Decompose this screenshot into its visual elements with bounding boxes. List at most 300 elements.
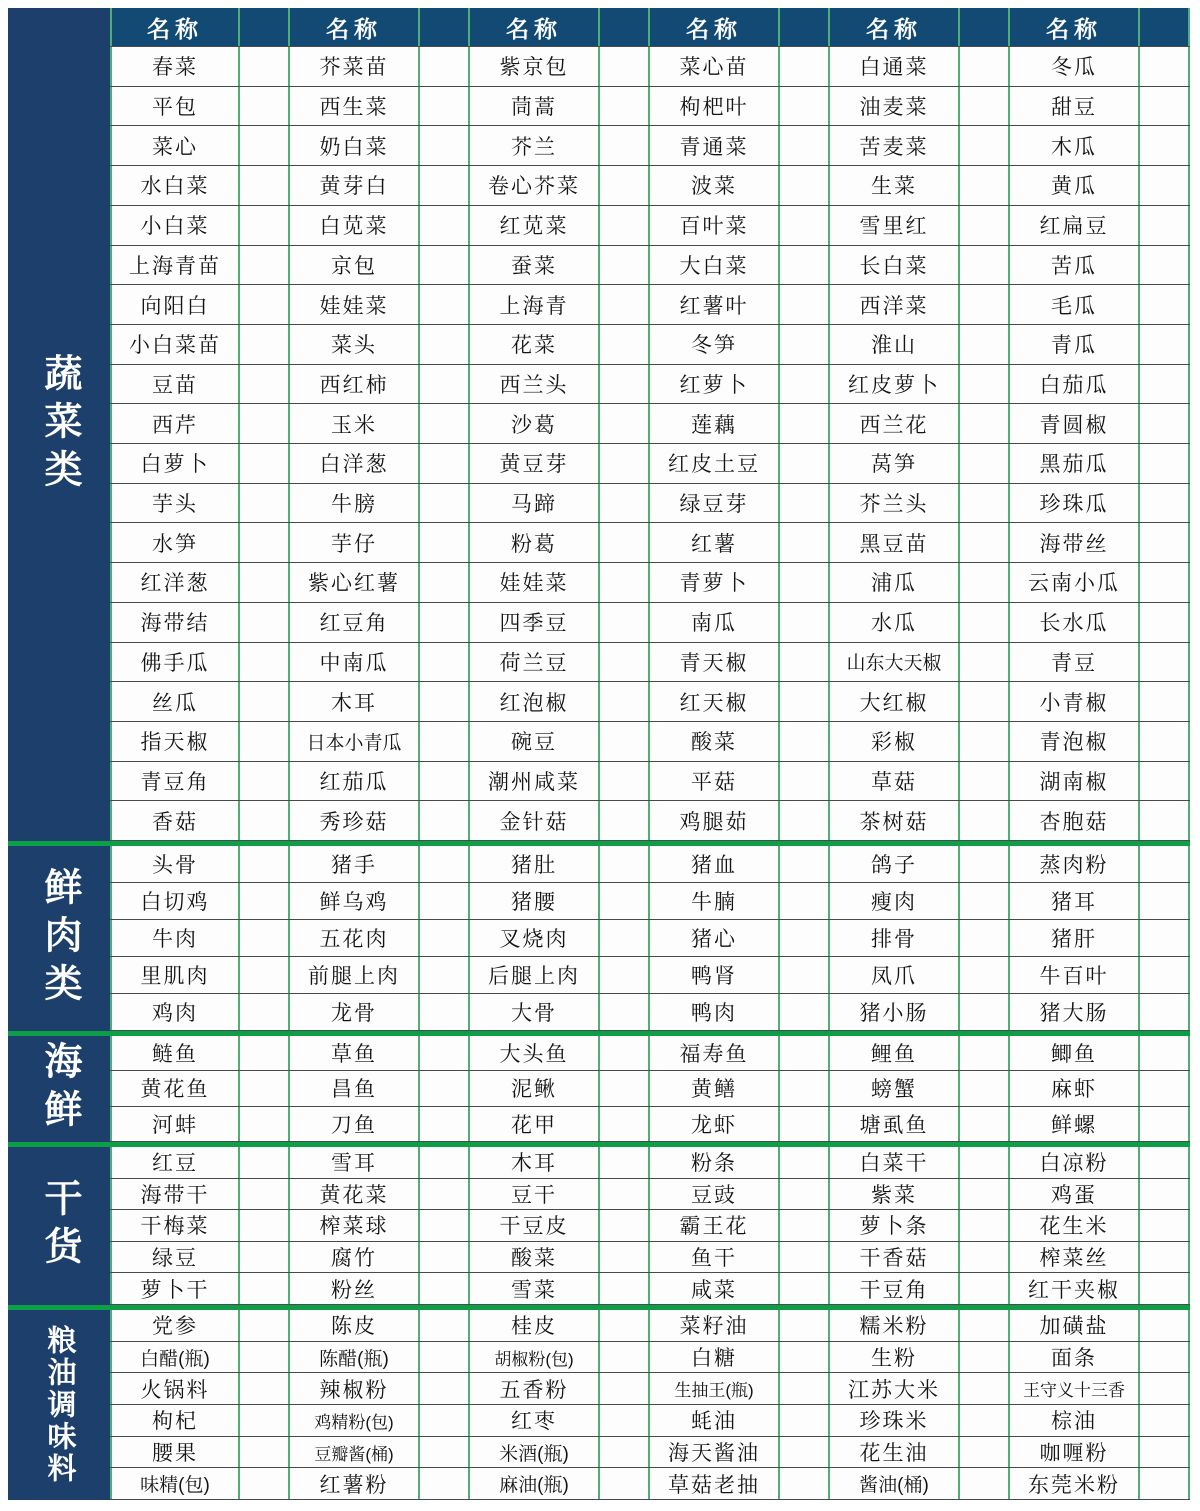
item-cell: 猪大肠 — [1010, 994, 1140, 1030]
table-row — [110, 563, 1190, 603]
table-row — [110, 1036, 1190, 1071]
price-cell — [960, 682, 1010, 721]
price-cell — [1140, 126, 1190, 165]
item-cell: 咸菜 — [650, 1273, 780, 1304]
table-row — [110, 285, 1190, 325]
table-row — [110, 994, 1190, 1031]
price-cell — [240, 883, 290, 919]
price-cell — [420, 1242, 470, 1273]
item-cell: 木耳 — [290, 682, 420, 721]
price-cell — [600, 365, 650, 404]
price-cell — [960, 1373, 1010, 1404]
category-label: 鲜肉类 — [38, 866, 80, 1011]
price-cell — [420, 1107, 470, 1141]
sections-container — [8, 8, 1190, 1500]
price-cell — [960, 1273, 1010, 1304]
item-cell: 五花肉 — [290, 920, 420, 956]
item-cell: 黄花菜 — [290, 1179, 420, 1210]
item-cell: 猪小肠 — [830, 994, 960, 1030]
table-row — [110, 1373, 1190, 1405]
price-cell — [600, 87, 650, 126]
item-cell: 腐竹 — [290, 1242, 420, 1273]
price-cell — [1140, 957, 1190, 993]
price-cell — [780, 1071, 830, 1105]
item-cell: 枸杞 — [110, 1405, 240, 1436]
item-cell: 水笋 — [110, 523, 240, 562]
item-cell: 西红柿 — [290, 365, 420, 404]
item-cell: 浦瓜 — [830, 563, 960, 602]
item-cell: 排骨 — [830, 920, 960, 956]
item-cell: 紫菜 — [830, 1179, 960, 1210]
item-cell: 蚝油 — [650, 1405, 780, 1436]
price-cell — [780, 762, 830, 801]
price-cell — [780, 1310, 830, 1341]
item-cell: 莴笋 — [830, 444, 960, 483]
item-cell: 酸菜 — [650, 722, 780, 761]
item-cell: 猪心 — [650, 920, 780, 956]
price-cell — [600, 682, 650, 721]
item-cell: 辣椒粉 — [290, 1373, 420, 1404]
item-cell: 鸭肾 — [650, 957, 780, 993]
price-cell — [600, 1310, 650, 1341]
price-cell — [600, 1468, 650, 1499]
item-cell: 豆豉 — [650, 1179, 780, 1210]
item-cell: 白通菜 — [830, 47, 960, 86]
price-cell — [1140, 166, 1190, 205]
table-row — [110, 87, 1190, 127]
item-cell: 鲜乌鸡 — [290, 883, 420, 919]
price-cell — [600, 801, 650, 840]
item-cell: 红豆角 — [290, 603, 420, 642]
section-seafood — [8, 1036, 1190, 1142]
item-cell: 火锅料 — [110, 1373, 240, 1404]
price-cell — [780, 1242, 830, 1273]
item-cell: 娃娃菜 — [470, 563, 600, 602]
table-row — [110, 1405, 1190, 1437]
price-cell — [600, 603, 650, 642]
item-cell: 芥菜苗 — [290, 47, 420, 86]
rows-vegetables — [110, 8, 1190, 841]
item-cell: 菜心 — [110, 126, 240, 165]
price-cell — [600, 325, 650, 364]
item-cell: 白萝卜 — [110, 444, 240, 483]
item-cell: 黄鳝 — [650, 1071, 780, 1105]
table-row — [110, 682, 1190, 722]
item-cell: 王守义十三香 — [1010, 1373, 1140, 1404]
item-cell: 佛手瓜 — [110, 643, 240, 682]
item-cell: 绿豆 — [110, 1242, 240, 1273]
price-cell — [780, 1468, 830, 1499]
price-cell — [1140, 1373, 1190, 1404]
price-cell — [240, 682, 290, 721]
item-cell: 干梅菜 — [110, 1210, 240, 1241]
item-cell: 碗豆 — [470, 722, 600, 761]
item-cell: 白糖 — [650, 1342, 780, 1373]
item-cell: 米酒(瓶) — [470, 1437, 600, 1468]
item-cell: 甜豆 — [1010, 87, 1140, 126]
category-label: 干货 — [38, 1178, 80, 1274]
section-grain-oil-seasoning — [8, 1310, 1190, 1500]
price-cell — [600, 1242, 650, 1273]
price-cell — [240, 722, 290, 761]
price-cell — [240, 285, 290, 324]
rows-dried-goods — [110, 1147, 1190, 1305]
price-cell — [960, 957, 1010, 993]
price-cell — [1140, 563, 1190, 602]
item-cell: 前腿上肉 — [290, 957, 420, 993]
price-cell — [960, 920, 1010, 956]
item-cell: 白醋(瓶) — [110, 1342, 240, 1373]
item-cell: 草菇 — [830, 762, 960, 801]
price-cell — [960, 206, 1010, 245]
item-cell: 上海青苗 — [110, 246, 240, 285]
item-cell: 青通菜 — [650, 126, 780, 165]
item-cell: 菜头 — [290, 325, 420, 364]
item-cell: 淮山 — [830, 325, 960, 364]
price-cell — [420, 722, 470, 761]
item-cell: 鸡肉 — [110, 994, 240, 1030]
item-cell: 卷心芥菜 — [470, 166, 600, 205]
price-cell — [600, 846, 650, 882]
item-cell: 西芹 — [110, 404, 240, 443]
item-cell: 小青椒 — [1010, 682, 1140, 721]
price-cell — [240, 1437, 290, 1468]
price-cell — [420, 1373, 470, 1404]
item-cell: 刀鱼 — [290, 1107, 420, 1141]
item-cell: 后腿上肉 — [470, 957, 600, 993]
item-cell: 生粉 — [830, 1342, 960, 1373]
item-cell: 草鱼 — [290, 1036, 420, 1070]
price-cell — [1140, 47, 1190, 86]
price-cell — [1140, 444, 1190, 483]
item-cell: 长白菜 — [830, 246, 960, 285]
item-cell: 猪肚 — [470, 846, 600, 882]
price-cell — [1140, 643, 1190, 682]
header-cell-name: 名称 — [110, 8, 240, 46]
price-cell — [1140, 246, 1190, 285]
price-cell — [600, 126, 650, 165]
table-row — [110, 1147, 1190, 1179]
table-row — [110, 1071, 1190, 1106]
price-cell — [240, 801, 290, 840]
header-cell-name: 名称 — [830, 8, 960, 46]
item-cell: 指天椒 — [110, 722, 240, 761]
category-sidebar-vegetables — [8, 8, 110, 841]
price-cell — [600, 1373, 650, 1404]
item-cell: 鸡腿茹 — [650, 801, 780, 840]
price-cell — [780, 1437, 830, 1468]
item-cell: 面条 — [1010, 1342, 1140, 1373]
item-cell: 玉米 — [290, 404, 420, 443]
item-cell: 秀珍菇 — [290, 801, 420, 840]
price-cell — [1140, 404, 1190, 443]
item-cell: 鸡精粉(包) — [290, 1405, 420, 1436]
price-cell — [960, 762, 1010, 801]
table-row — [110, 523, 1190, 563]
price-cell — [1140, 1107, 1190, 1141]
item-cell: 红萝卜 — [650, 365, 780, 404]
item-cell: 白茄瓜 — [1010, 365, 1140, 404]
item-cell: 娃娃菜 — [290, 285, 420, 324]
price-cell — [600, 484, 650, 523]
category-label: 海鲜 — [38, 1041, 80, 1137]
price-cell — [240, 484, 290, 523]
price-cell — [420, 846, 470, 882]
price-cell — [1140, 1179, 1190, 1210]
item-cell: 红干夹椒 — [1010, 1273, 1140, 1304]
table-row — [110, 1342, 1190, 1374]
price-cell — [780, 285, 830, 324]
price-cell — [780, 246, 830, 285]
item-cell: 鲜螺 — [1010, 1107, 1140, 1141]
item-cell: 红扁豆 — [1010, 206, 1140, 245]
price-cell — [780, 1107, 830, 1141]
price-cell — [780, 47, 830, 86]
price-cell — [240, 1405, 290, 1436]
item-cell: 龙虾 — [650, 1107, 780, 1141]
price-cell — [780, 1147, 830, 1178]
table-row — [110, 1273, 1190, 1305]
price-cell — [600, 404, 650, 443]
item-cell: 加磺盐 — [1010, 1310, 1140, 1341]
price-cell — [1140, 1310, 1190, 1341]
price-cell — [600, 994, 650, 1030]
table-row — [110, 1242, 1190, 1274]
header-cell-name: 名称 — [650, 8, 780, 46]
price-cell — [240, 206, 290, 245]
price-cell — [960, 994, 1010, 1030]
price-cell — [780, 1036, 830, 1070]
price-cell — [960, 801, 1010, 840]
price-cell — [600, 1437, 650, 1468]
price-cell — [780, 166, 830, 205]
price-cell — [960, 1437, 1010, 1468]
item-cell: 河蚌 — [110, 1107, 240, 1141]
price-cell — [240, 166, 290, 205]
price-cell — [960, 1468, 1010, 1499]
price-cell — [960, 563, 1010, 602]
price-cell — [960, 1310, 1010, 1341]
item-cell: 红枣 — [470, 1405, 600, 1436]
header-cell-name: 名称 — [470, 8, 600, 46]
price-cell — [960, 1036, 1010, 1070]
price-cell — [600, 1210, 650, 1241]
item-cell: 丝瓜 — [110, 682, 240, 721]
price-cell — [420, 1405, 470, 1436]
price-cell — [1140, 801, 1190, 840]
price-cell — [420, 762, 470, 801]
price-cell — [780, 846, 830, 882]
item-cell: 山东大天椒 — [830, 643, 960, 682]
price-cell — [420, 444, 470, 483]
category-label: 粮油调味料 — [43, 1325, 76, 1485]
price-cell — [1140, 325, 1190, 364]
item-cell: 白凉粉 — [1010, 1147, 1140, 1178]
item-cell: 海天酱油 — [650, 1437, 780, 1468]
price-cell — [780, 1210, 830, 1241]
price-cell — [420, 1071, 470, 1105]
item-cell: 东莞米粉 — [1010, 1468, 1140, 1499]
table-row — [110, 484, 1190, 524]
table-row — [110, 1210, 1190, 1242]
price-cell — [420, 1210, 470, 1241]
price-cell — [960, 246, 1010, 285]
item-cell: 菜心苗 — [650, 47, 780, 86]
price-cell — [600, 1107, 650, 1141]
item-cell: 京包 — [290, 246, 420, 285]
price-cell — [1140, 1437, 1190, 1468]
item-cell: 牛膀 — [290, 484, 420, 523]
price-cell — [600, 246, 650, 285]
price-cell — [960, 603, 1010, 642]
item-cell: 花甲 — [470, 1107, 600, 1141]
price-cell — [960, 365, 1010, 404]
price-cell — [960, 126, 1010, 165]
price-cell — [240, 1036, 290, 1070]
item-cell: 紫京包 — [470, 47, 600, 86]
price-cell — [240, 404, 290, 443]
price-cell — [240, 1373, 290, 1404]
price-cell — [420, 47, 470, 86]
table-row — [110, 643, 1190, 683]
section-fresh-meat — [8, 846, 1190, 1031]
price-cell — [1140, 1210, 1190, 1241]
price-cell — [420, 1342, 470, 1373]
item-cell: 猪血 — [650, 846, 780, 882]
category-sidebar-grain-oil-seasoning — [8, 1310, 110, 1500]
category-label: 蔬菜类 — [38, 352, 80, 497]
table-row — [110, 166, 1190, 206]
item-cell: 枸杷叶 — [650, 87, 780, 126]
price-cell — [240, 643, 290, 682]
price-cell — [600, 1147, 650, 1178]
price-cell — [1140, 484, 1190, 523]
price-cell — [600, 722, 650, 761]
item-cell: 干香菇 — [830, 1242, 960, 1273]
item-cell: 粉丝 — [290, 1273, 420, 1304]
item-cell: 青泡椒 — [1010, 722, 1140, 761]
item-cell: 芥兰 — [470, 126, 600, 165]
price-cell — [1140, 920, 1190, 956]
item-cell: 云南小瓜 — [1010, 563, 1140, 602]
price-cell — [780, 563, 830, 602]
table-row — [110, 47, 1190, 87]
header-cell-price — [1140, 8, 1190, 46]
price-cell — [600, 206, 650, 245]
item-cell: 干豆皮 — [470, 1210, 600, 1241]
item-cell: 海带丝 — [1010, 523, 1140, 562]
item-cell: 五香粉 — [470, 1373, 600, 1404]
item-cell: 红皮萝卜 — [830, 365, 960, 404]
item-cell: 花生米 — [1010, 1210, 1140, 1241]
price-cell — [960, 285, 1010, 324]
price-cell — [780, 801, 830, 840]
price-cell — [420, 1147, 470, 1178]
item-cell: 花菜 — [470, 325, 600, 364]
price-cell — [420, 603, 470, 642]
header-cell-name: 名称 — [1010, 8, 1140, 46]
price-cell — [420, 801, 470, 840]
item-cell: 菜籽油 — [650, 1310, 780, 1341]
rows-seafood — [110, 1036, 1190, 1142]
item-cell: 木耳 — [470, 1147, 600, 1178]
item-cell: 春菜 — [110, 47, 240, 86]
price-cell — [420, 126, 470, 165]
price-cell — [780, 920, 830, 956]
price-cell — [1140, 762, 1190, 801]
price-cell — [1140, 87, 1190, 126]
item-cell: 西洋菜 — [830, 285, 960, 324]
price-cell — [780, 1373, 830, 1404]
price-cell — [960, 1210, 1010, 1241]
item-cell: 福寿鱼 — [650, 1036, 780, 1070]
price-cell — [960, 1179, 1010, 1210]
price-cell — [420, 87, 470, 126]
item-cell: 酸菜 — [470, 1242, 600, 1273]
price-cell — [420, 166, 470, 205]
price-cell — [780, 404, 830, 443]
item-cell: 向阳白 — [110, 285, 240, 324]
item-cell: 红薯粉 — [290, 1468, 420, 1499]
item-cell: 雪耳 — [290, 1147, 420, 1178]
item-cell: 胡椒粉(包) — [470, 1342, 600, 1373]
item-cell: 四季豆 — [470, 603, 600, 642]
item-cell: 花生油 — [830, 1437, 960, 1468]
header-cell-price — [780, 8, 830, 46]
price-cell — [1140, 994, 1190, 1030]
price-cell — [420, 285, 470, 324]
price-cell — [1140, 1036, 1190, 1070]
item-cell: 百叶菜 — [650, 206, 780, 245]
price-cell — [600, 1036, 650, 1070]
price-cell — [420, 643, 470, 682]
price-cell — [1140, 722, 1190, 761]
item-cell: 黑茄瓜 — [1010, 444, 1140, 483]
item-cell: 陈醋(瓶) — [290, 1342, 420, 1373]
item-cell: 沙葛 — [470, 404, 600, 443]
item-cell: 干豆角 — [830, 1273, 960, 1304]
item-cell: 白菜干 — [830, 1147, 960, 1178]
table-row — [110, 1468, 1190, 1500]
price-cell — [240, 1273, 290, 1304]
price-cell — [240, 325, 290, 364]
price-cell — [420, 1437, 470, 1468]
item-cell: 红天椒 — [650, 682, 780, 721]
price-cell — [240, 957, 290, 993]
item-cell: 西生菜 — [290, 87, 420, 126]
item-cell: 水瓜 — [830, 603, 960, 642]
item-cell: 大骨 — [470, 994, 600, 1030]
item-cell: 红薯叶 — [650, 285, 780, 324]
table-row — [110, 126, 1190, 166]
price-cell — [240, 762, 290, 801]
price-cell — [240, 126, 290, 165]
price-cell — [780, 484, 830, 523]
item-cell: 金针菇 — [470, 801, 600, 840]
item-cell: 白苋菜 — [290, 206, 420, 245]
item-cell: 西兰头 — [470, 365, 600, 404]
price-cell — [1140, 603, 1190, 642]
price-cell — [240, 1147, 290, 1178]
item-cell: 大头鱼 — [470, 1036, 600, 1070]
table-row — [110, 246, 1190, 286]
price-cell — [780, 994, 830, 1030]
price-cell — [240, 846, 290, 882]
price-cell — [1140, 365, 1190, 404]
price-cell — [600, 643, 650, 682]
price-cell — [420, 1273, 470, 1304]
table-row — [110, 206, 1190, 246]
